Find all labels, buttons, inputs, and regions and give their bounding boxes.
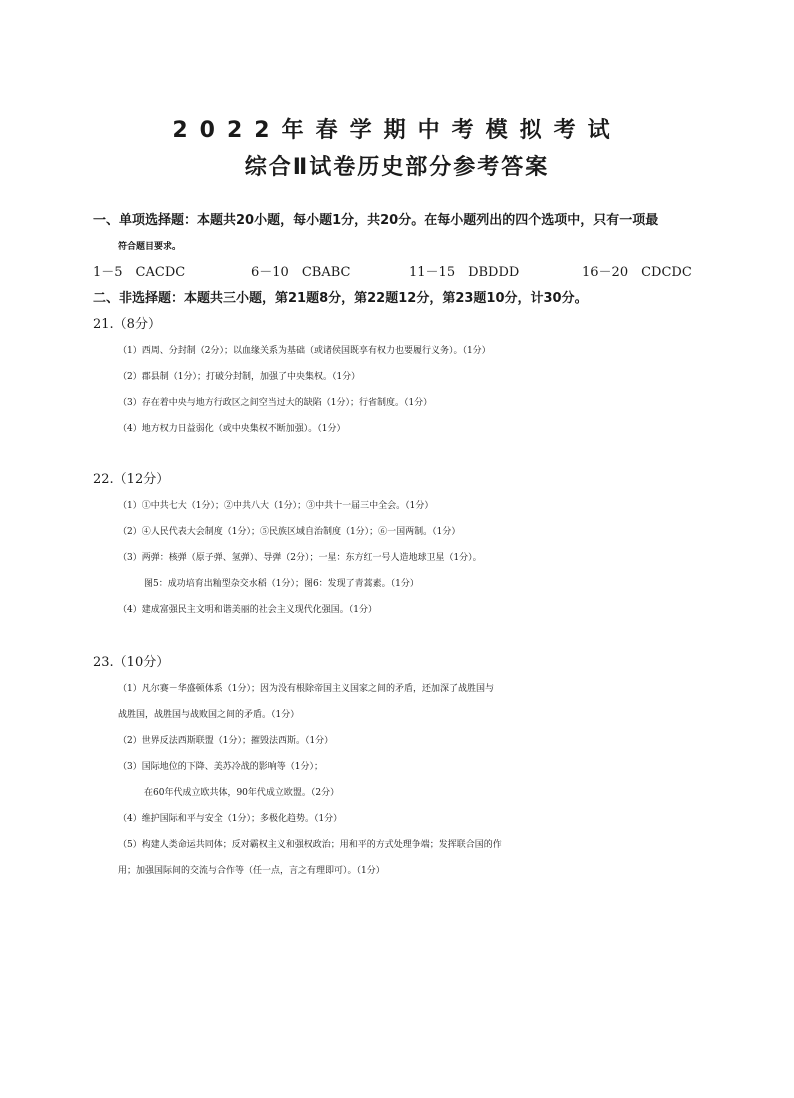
answer-group-3: 11－15 DBDDD: [409, 265, 520, 280]
q23-label: 23.（10分）: [93, 655, 170, 670]
section1-heading: 一、单项选择题：本题共20小题，每小题1分，共20分。在每小题列出的四个选项中，只有一项最: [93, 213, 659, 228]
page-title: 2022年春学期中考模拟考试: [172, 118, 622, 143]
q23-line-7: （5）构建人类命运共同体；反对霸权主义和强权政治；用和平的方式处理争端；发挥联合国的作: [118, 840, 502, 850]
q22-line-5: （4）建成富强民主文明和谐美丽的社会主义现代化强国。（1分）: [118, 605, 377, 615]
q21-line-2: （2）郡县制（1分）；打破分封制，加强了中央集权。（1分）: [118, 372, 361, 382]
q23-line-2: 战胜国，战胜国与战败国之间的矛盾。（1分）: [118, 710, 300, 720]
answer-group-1: 1－5 CACDC: [93, 265, 186, 280]
q22-line-1: （1）①中共七大（1分）；②中共八大（1分）；③中共十一届三中全会。（1分）: [118, 501, 434, 511]
q21-line-1: （1）西周、分封制（2分）；以血缘关系为基础（或诸侯国既享有权力也要履行义务）。（1分）: [118, 346, 491, 356]
q22-label: 22.（12分）: [93, 472, 170, 487]
q22-line-4: 图5：成功培育出籼型杂交水稻（1分）；图6：发现了青蒿素。（1分）: [144, 579, 419, 589]
q23-line-1: （1）凡尔赛－华盛顿体系（1分）；因为没有根除帝国主义国家之间的矛盾，还加深了战胜国与: [118, 684, 494, 694]
q22-line-3: （3）两弹：核弹（原子弹、氢弹）、导弹（2分）；一星：东方红一号人造地球卫星（1分）。: [118, 553, 482, 563]
q23-line-5: 在60年代成立欧共体，90年代成立欧盟。（2分）: [144, 788, 340, 798]
q22-line-2: （2）④人民代表大会制度（1分）；⑤民族区域自治制度（1分）；⑥一国两制。（1分）: [118, 527, 461, 537]
page-subtitle: 综合Ⅱ试卷历史部分参考答案: [244, 155, 550, 180]
q23-line-4: （3）国际地位的下降、美苏冷战的影响等（1分）；: [118, 762, 323, 772]
section1-heading-cont: 符合题目要求。: [118, 242, 182, 252]
q21-line-3: （3）存在着中央与地方行政区之间空当过大的缺陷（1分）；行省制度。（1分）: [118, 398, 433, 408]
answer-group-2: 6－10 CBABC: [251, 265, 351, 280]
answer-group-4: 16－20 CDCDC: [582, 265, 692, 280]
q23-line-3: （2）世界反法西斯联盟（1分）；摧毁法西斯。（1分）: [118, 736, 334, 746]
section2-heading: 二、非选择题：本题共三小题，第21题8分，第22题12分，第23题10分，计30分。: [93, 291, 588, 306]
q23-line-8: 用；加强国际间的交流与合作等（任一点，言之有理即可）。（1分）: [118, 866, 385, 876]
q21-line-4: （4）地方权力日益弱化（或中央集权不断加强）。（1分）: [118, 424, 346, 434]
q21-label: 21.（8分）: [93, 317, 161, 332]
q23-line-6: （4）维护国际和平与安全（1分）；多极化趋势。（1分）: [118, 814, 343, 824]
choice-answers-row: [93, 264, 733, 282]
